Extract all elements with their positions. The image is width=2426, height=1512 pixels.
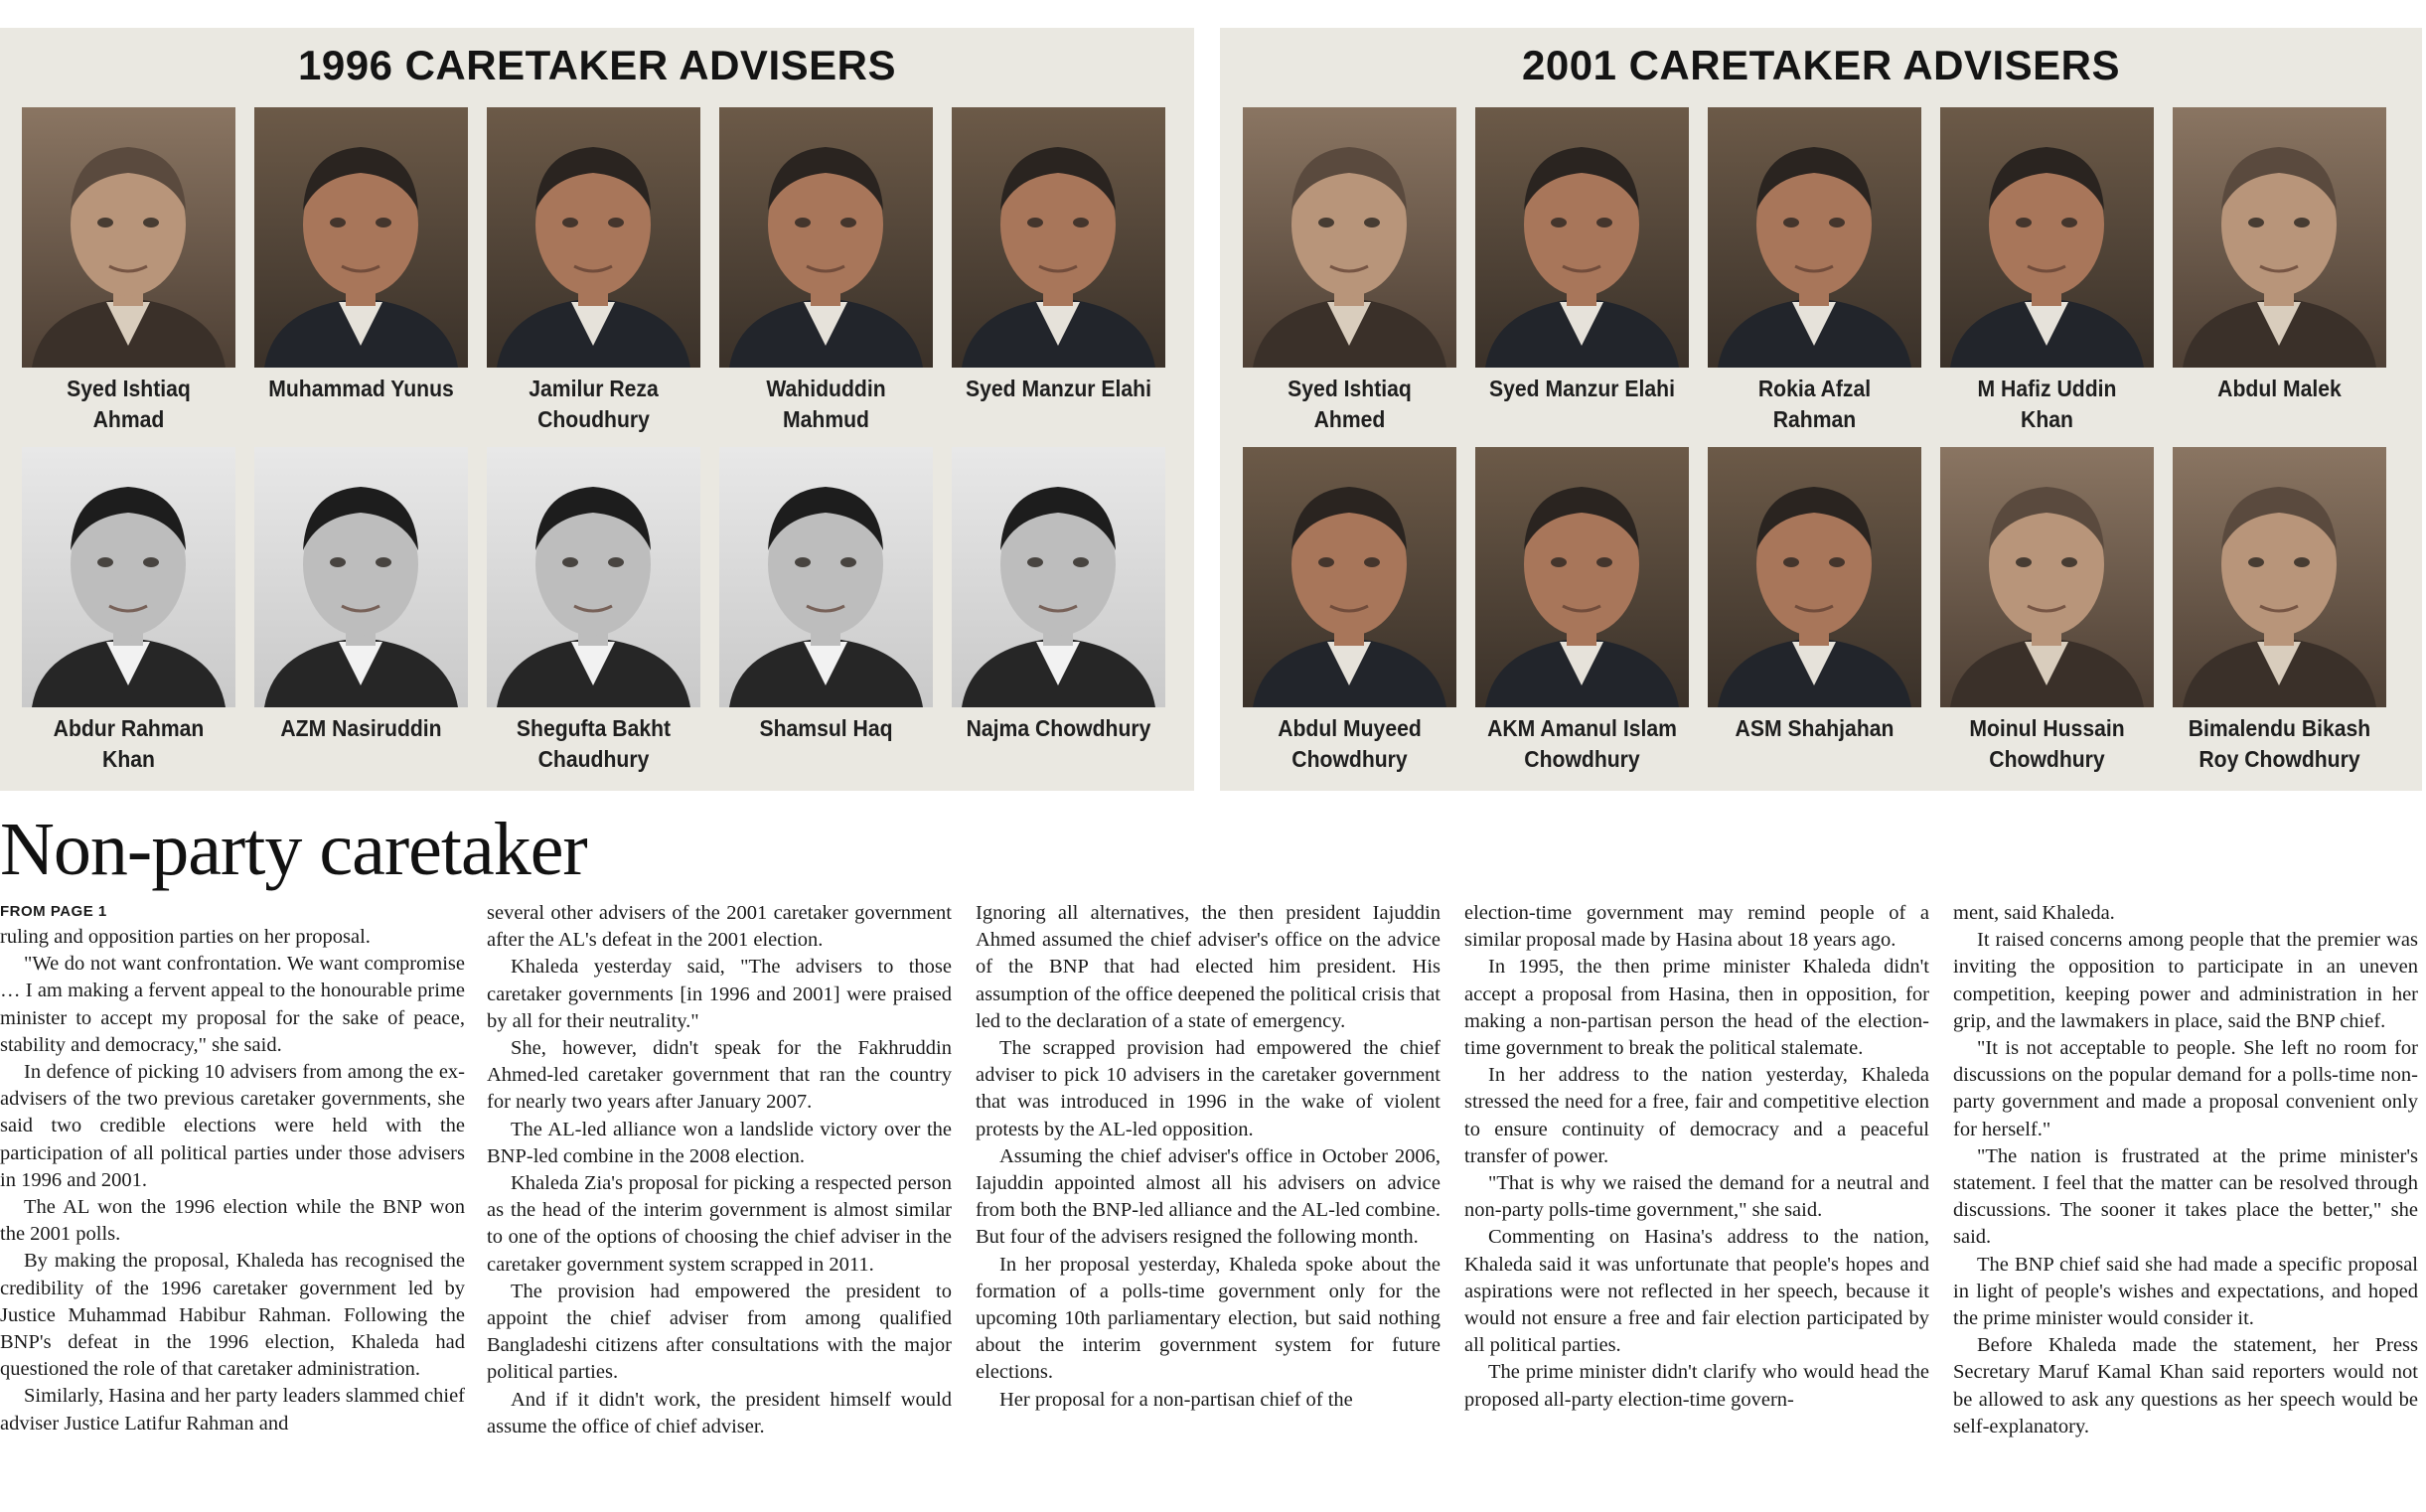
adviser-card [254,107,468,404]
adviser-card [22,447,235,775]
adviser-card [1243,447,1456,775]
adviser-photo [22,447,235,707]
adviser-photo [487,447,700,707]
adviser-name: AKM Amanul Islam Chowdhury [1487,715,1677,772]
adviser-photo [254,447,468,707]
adviser-photo [2173,447,2386,707]
adviser-name: Wahiduddin Mahmud [766,376,886,432]
adviser-name: Syed Ishtiaq Ahmad [67,376,191,432]
article-paragraph: Khaleda yesterday said, "The advisers to those caretaker governments [in 1996 and 2001] were praised by all for their neutrality." [487,956,952,1032]
adviser-card [1475,447,1689,775]
adviser-name: Jamilur Reza Choudhury [529,376,659,432]
article-paragraph: Ignoring all alternatives, the then president Iajuddin Ahmed assumed the chief adviser's office on the advice of the BNP that had elected him president. His assumption of the office deepened the political crisis that led to the declaration of a state of emergency. [976,902,1440,1032]
adviser-name: Bimalendu Bikash Roy Chowdhury [2188,715,2371,772]
article-paragraph: She, however, didn't speak for the Fakhruddin Ahmed-led caretaker government that ran the country for nearly two years after January 2007. [487,1037,952,1114]
article-paragraph: Khaleda Zia's proposal for picking a respected person as the head of the interim government is almost similar to one of the options of choosing the chief adviser in the caretaker government system scrapped in 2011. [487,1172,952,1276]
article-paragraph: "It is not acceptable to people. She left no room for discussions on the popular demand for a polls-time non-party government and made a proposal convenient only for herself." [1953,1037,2418,1140]
adviser-photo [22,107,235,368]
adviser-name: Shamsul Haq [759,715,893,741]
adviser-card [1708,447,1921,744]
article-column-1 [0,900,465,1508]
adviser-card [1708,107,1921,435]
adviser-photo [2173,107,2386,368]
adviser-card [1475,107,1689,404]
adviser-name: Rokia Afzal Rahman [1757,376,1872,432]
article-paragraph: It raised concerns among people that the premier was inviting the opposition to participate in an uneven competition, keeping power and administration in her grip, and the lawmakers in place, said the BNP chief. [1953,929,2418,1032]
article-paragraph: In 1995, the then prime minister Khaleda didn't accept a proposal from Hasina, then in opposition, for making a non-partisan person the head of the election-time government to break the political stalemate. [1464,956,1929,1060]
adviser-photo [1475,107,1689,368]
adviser-name: AZM Nasiruddin [280,715,442,741]
article-paragraph: Before Khaleda made the statement, her Press Secretary Maruf Kamal Khan said reporters would not be allowed to ask any questions as her speech would be self-explanatory. [1953,1334,2418,1437]
adviser-photo [1243,447,1456,707]
article-paragraph: And if it didn't work, the president himself would assume the office of chief adviser. [487,1388,952,1437]
adviser-name: Syed Manzur Elahi [966,376,1151,401]
adviser-card [487,107,700,435]
adviser-card [254,447,468,744]
adviser-card [2173,447,2386,775]
adviser-card [719,447,933,744]
adviser-photo [1243,107,1456,368]
adviser-card [22,107,235,435]
article-paragraph: In her proposal yesterday, Khaleda spoke about the formation of a polls-time government only for the upcoming 10th parliamentary election, but said nothing about the interim government system for future elections. [976,1253,1440,1384]
adviser-name: Moinul Hussain Chowdhury [1969,715,2125,772]
article-column-5 [1953,900,2418,1508]
adviser-photo [1475,447,1689,707]
adviser-card [1243,107,1456,435]
adviser-name: Shegufta Bakht Chaudhury [516,715,672,772]
adviser-photo [1708,447,1921,707]
adviser-name: M Hafiz Uddin Khan [1977,376,2117,432]
article-headline: Non-party caretaker [0,808,587,891]
article-paragraph: ment, said Khaleda. [1953,902,2115,924]
article-paragraph: The scrapped provision had empowered the chief adviser to pick 10 advisers in the caretaker government that was introduced in 1996 in the wake of violent protests by the AL-led opposition. [976,1037,1440,1140]
panel-1996-advisers [0,28,1194,791]
adviser-name: ASM Shahjahan [1735,715,1895,741]
article-paragraph: "The nation is frustrated at the prime minister's statement. I feel that the matter can be resolved through discussions. The sooner it takes place the better," she said. [1953,1144,2418,1249]
adviser-photo [1708,107,1921,368]
adviser-photo [952,447,1165,707]
adviser-name: Syed Ishtiaq Ahmed [1288,376,1412,432]
article-paragraph: Similarly, Hasina and her party leaders slammed chief adviser Justice Latifur Rahman and [0,1385,465,1435]
article-paragraph: ruling and opposition parties on her proposal. [0,926,371,948]
adviser-name: Abdur Rahman Khan [53,715,205,772]
article-paragraph: "That is why we raised the demand for a neutral and non-party polls-time government," she said. [1464,1172,1929,1222]
adviser-photo [952,107,1165,368]
panel-title-2001: 2001 CARETAKER ADVISERS [1522,42,2120,88]
adviser-photo [719,447,933,707]
article-paragraph: The provision had empowered the president to appoint the chief adviser from among qualified Bangladeshi citizens after consultations with the major political parties. [487,1280,952,1384]
adviser-card [2173,107,2386,404]
adviser-photo [1940,447,2154,707]
article-paragraph: Her proposal for a non-partisan chief of the [999,1388,1353,1411]
from-page-label: FROM PAGE 1 [0,903,107,920]
adviser-card [719,107,933,435]
panel-2001-advisers [1220,28,2422,791]
article-paragraph: Assuming the chief adviser's office in October 2006, Iajuddin appointed almost all his advisers on advice from both the BNP-led alliance and the AL-led combine. But four of the advisers resigned the following month. [976,1144,1440,1249]
article-paragraph: The BNP chief said she had made a specific proposal in light of people's wishes and expectations, and hoped the prime minister would consider it. [1953,1253,2418,1330]
article-paragraph: In defence of picking 10 advisers from among the ex-advisers of the two previous caretaker governments, she said two credible elections were held with the participation of all political parties under those advisers in 1996 and 2001. [0,1061,465,1191]
article-paragraph: several other advisers of the 2001 caretaker government after the AL's defeat in the 2001 election. [487,902,952,952]
article-paragraph: The prime minister didn't clarify who would head the proposed all-party election-time govern- [1464,1361,1929,1411]
adviser-name: Najma Chowdhury [966,715,1151,741]
article-paragraph: "We do not want confrontation. We want compromise … I am making a fervent appeal to the honourable prime minister to accept my proposal for the sake of peace, stability and democracy," she said. [0,953,465,1056]
article-paragraph: By making the proposal, Khaleda has recognised the credibility of the 1996 caretaker government led by Justice Muhammad Habibur Rahman. Following the BNP's defeat in the 1996 election, Khaleda had questioned the role of that caretaker administration. [0,1250,465,1381]
article-paragraph: In her address to the nation yesterday, Khaleda stressed the need for a free, fair and competitive election to ensure continuity of democracy and a peaceful transfer of power. [1464,1064,1929,1167]
article-paragraph: The AL-led alliance won a landslide victory over the BNP-led combine in the 2008 election. [487,1118,952,1167]
adviser-name: Abdul Malek [2217,376,2342,401]
adviser-name: Abdul Muyeed Chowdhury [1278,715,1422,772]
adviser-card [487,447,700,775]
adviser-card [952,447,1165,744]
adviser-name: Muhammad Yunus [268,376,454,401]
article-paragraph: election-time government may remind people of a similar proposal made by Hasina about 18 years ago. [1464,902,1929,952]
article-paragraph: Commenting on Hasina's address to the nation, Khaleda said it was unfortunate that people's hopes and aspirations were not reflected in her speech, because it would not ensure a free and fair election participated by all political parties. [1464,1226,1929,1357]
adviser-photo [719,107,933,368]
adviser-card [1940,447,2154,775]
article-column-3 [976,900,1440,1508]
adviser-name: Syed Manzur Elahi [1489,376,1675,401]
adviser-photo [254,107,468,368]
adviser-card [952,107,1165,404]
adviser-card [1940,107,2154,435]
adviser-photo [1940,107,2154,368]
article-paragraph: The AL won the 1996 election while the BNP won the 2001 polls. [0,1196,465,1246]
article-column-4 [1464,900,1929,1508]
article-column-2 [487,900,952,1508]
adviser-photo [487,107,700,368]
panel-title-1996: 1996 CARETAKER ADVISERS [298,42,896,88]
